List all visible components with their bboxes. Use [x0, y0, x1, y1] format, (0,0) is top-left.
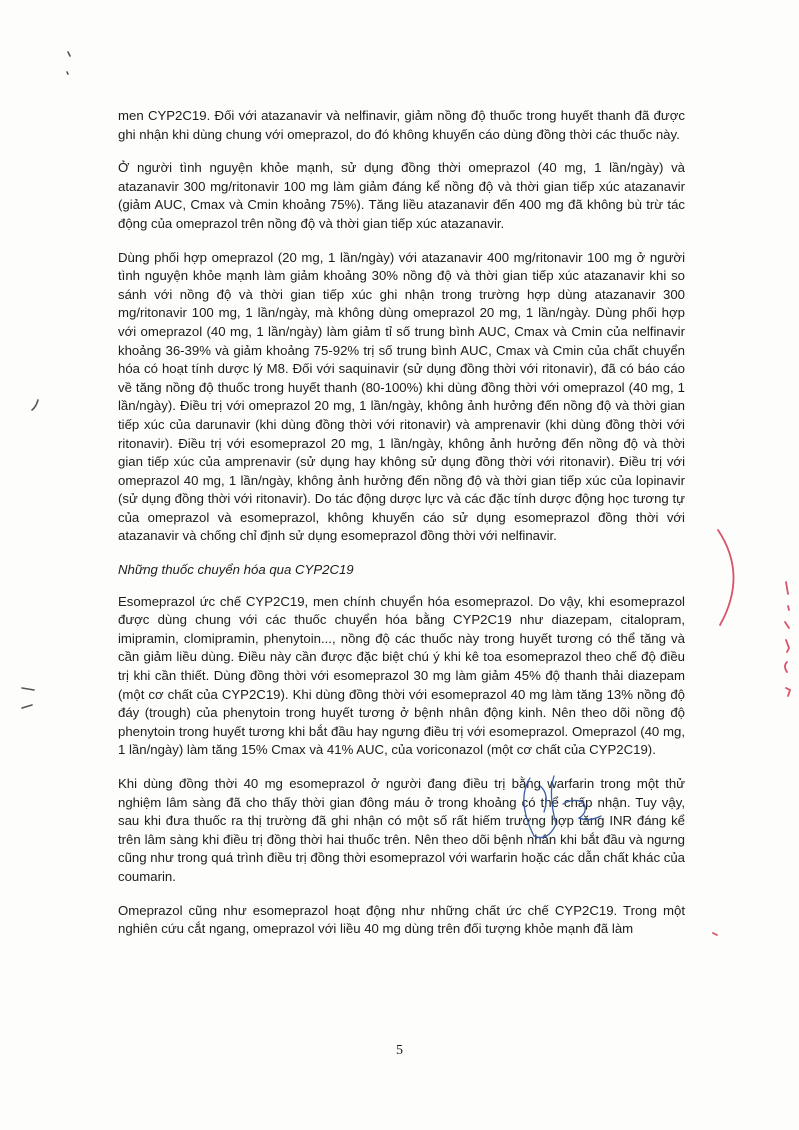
left-margin-marks — [22, 52, 70, 708]
section-heading: Những thuốc chuyển hóa qua CYP2C19 — [118, 562, 354, 578]
paragraph-5: Khi dùng đồng thời 40 mg esomeprazol ở người đang điều trị bằng warfarin trong một thử nghiệm lâm sàng đã cho thấy thời gian đông máu ở trong khoảng có thể chấp nhận. Tuy vậy, sau khi đưa thuốc ra thị trường đã ghi nhận có một số rất hiếm trường hợp tăng INR đáng kể trên lâm sàng khi điều trị đồng thời hai thuốc trên. Nên theo dõi bệnh nhân khi bắt đầu và ngưng cũng như trong quá trình điều trị đồng thời esomeprazol với warfarin hoặc các dẫn chất khác của coumarin. — [118, 776, 685, 884]
paragraph-2: Ở người tình nguyện khỏe mạnh, sử dụng đồng thời omeprazol (40 mg, 1 lần/ngày) và atazanavir 300 mg/ritonavir 100 mg làm giảm đáng kể nồng độ và thời gian tiếp xúc atazanavir (giảm AUC, Cmax và Cmin khoảng 75%). Tăng liều atazanavir đến 400 mg đã không bù trừ tác động của omeprazol trên nồng độ và thời gian tiếp xúc atazanavir. — [118, 160, 685, 231]
red-stamp-edge — [713, 530, 790, 935]
paragraph-3: Dùng phối hợp omeprazol (20 mg, 1 lần/ngày) với atazanavir 400 mg/ritonavir 100 mg ở người tình nguyện khỏe mạnh làm giảm khoảng 30% nồng độ và thời gian tiếp xúc atazanavir khi so sánh với nồng độ và thời gian tiếp xúc ghi nhận trong trường hợp dùng atazanavir 300 mg/ritonavir 100 mg, 1 lần/ngày, mà không dùng omeprazol 20 mg, 1 lần/ngày. Dùng phối hợp với omeprazol (40 mg, 1 lần/ngày) làm giảm tỉ số trung bình AUC, Cmax và Cmin của nelfinavir khoảng 36-39% và giảm khoảng 75-92% trị số trung bình AUC, Cmax và Cmin của chất chuyển hóa có hoạt tính dược lý M8. Đối với saquinavir (sử dụng đồng thời với ritonavir), đã có báo cáo về tăng nồng độ thuốc trong huyết thanh (80-100%) khi dùng đồng thời với omeprazol (40 mg, 1 lần/ngày). Điều trị với omeprazol 20 mg, 1 lần/ngày, không ảnh hưởng đến nồng độ và thời gian tiếp xúc của darunavir (khi dùng đồng thời với ritonavir) và amprenavir (khi dùng đồng thời với ritonavir). Điều trị với esomeprazol 20 mg, 1 lần/ngày, không ảnh hưởng đến nồng độ và thời gian tiếp xúc của amprenavir (sử dụng hay không sử dụng đồng thời với ritonavir). Điều trị với omeprazol 40 mg, 1 lần/ngày, không ảnh hưởng đến nồng độ và thời gian tiếp xúc của lopinavir (sử dụng đồng thời với ritonavir). Do tác động dược lực và các đặc tính dược động học tương tự của omeprazol và esomeprazol, không khuyến cáo sử dụng esomeprazol đồng thời với atazanavir và chống chỉ định sử dụng esomeprazol đồng thời với nelfinavir. — [118, 249, 685, 544]
page-number: 5 — [396, 1043, 403, 1058]
paragraph-6: Omeprazol cũng như esomeprazol hoạt động như những chất ức chế CYP2C19. Trong một nghiên cứu cắt ngang, omeprazol với liều 40 mg dùng trên đối tượng khỏe mạnh đã làm — [118, 902, 685, 937]
paragraph-1: men CYP2C19. Đối với atazanavir và nelfinavir, giảm nồng độ thuốc trong huyết thanh đã được ghi nhận khi dùng chung với omeprazol, do đó không khuyến cáo dùng đồng thời các thuốc này. — [118, 108, 685, 142]
body-text — [118, 107, 685, 954]
paragraph-4: Esomeprazol ức chế CYP2C19, men chính chuyển hóa esomeprazol. Do vậy, khi esomeprazol được dùng chung với các thuốc chuyển hóa bằng CYP2C19 như diazepam, citalopram, imipramin, clomipramin, phenytoin..., nồng độ các thuốc này trong huyết tương có thể tăng và cần giảm liều dùng. Điều này cần được đặc biệt chú ý khi kê toa esomeprazol theo chế độ điều trị khi cần thiết. Dùng đồng thời với esomeprazol 30 mg làm giảm 45% độ thanh thải diazepam (một cơ chất của CYP2C19). Khi dùng đồng thời với esomeprazol 40 mg làm tăng 13% nồng độ đáy (trough) của phenytoin trong huyết tương ở bệnh nhân động kinh. Nên theo dõi nồng độ phenytoin trong huyết tương khi bắt đầu hay ngưng điều trị với esomeprazol. Omeprazol (40 mg, 1 lần/ngày) làm tăng 15% Cmax và 41% AUC, của voriconazol (một cơ chất của CYP2C19). — [118, 593, 685, 758]
